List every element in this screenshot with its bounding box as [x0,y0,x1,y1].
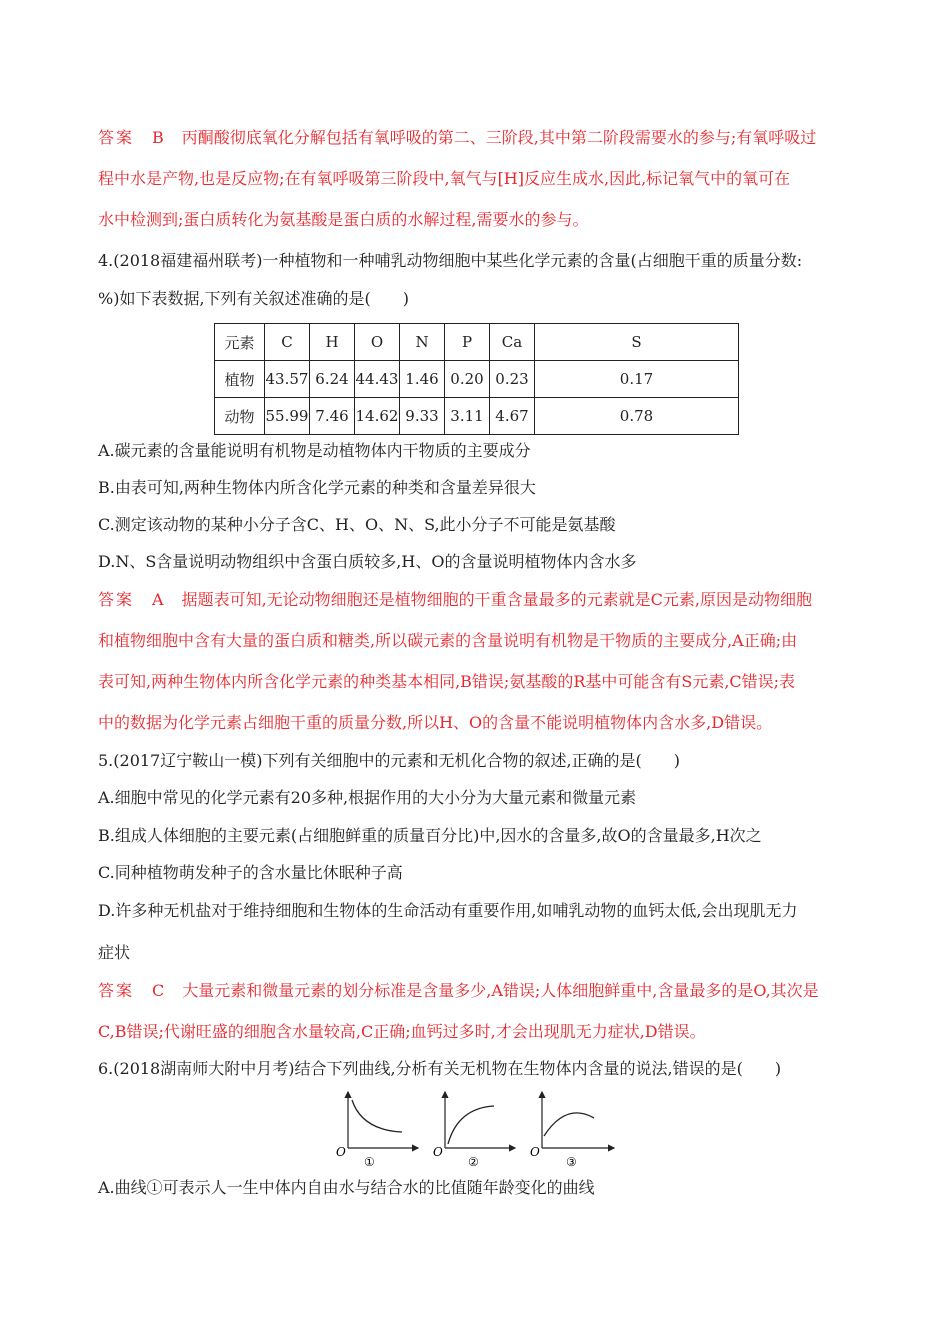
table-cell: 9.33 [400,398,445,435]
table-header-row [215,324,739,361]
table-cell: 3.11 [445,398,490,435]
table-row [215,361,739,398]
q4-stem-line-1: 4.(2018福建福州联考)一种植物和一种哺乳动物细胞中某些化学元素的含量(占细胞干重的质量分数: [98,251,803,270]
answer-letter: A [152,590,164,609]
answer-label: 答案 [98,590,135,609]
curve-figures [332,1088,622,1170]
q5-option-a: A.细胞中常见的化学元素有20多种,根据作用的大小分为大量元素和微量元素 [98,788,637,807]
figure-label: ③ [566,1155,577,1169]
q5-option-b: B.组成人体细胞的主要元素(占细胞鲜重的质量百分比)中,因水的含量多,故O的含量最多,H次之 [98,826,762,845]
q6-stem: 6.(2018湖南师大附中月考)结合下列曲线,分析有关无机物在生物体内含量的说法,错误的是( ) [98,1059,782,1078]
q4-option-c: C.测定该动物的某种小分子含C、H、O、N、S,此小分子不可能是氨基酸 [98,515,616,534]
curve-figure-3 [530,1092,614,1169]
table-cell: 4.67 [490,398,535,435]
answer-letter: B [152,128,164,147]
origin-label: O [433,1145,443,1159]
element-content-table [214,323,739,435]
rising-curve [448,1106,494,1144]
table-cell: 55.99 [265,398,310,435]
figure-label: ① [364,1155,375,1169]
figure-label: ② [468,1155,479,1169]
q4-option-d: D.N、S含量说明动物组织中含蛋白质较多,H、O的含量说明植物体内含水多 [98,552,637,571]
q4-answer-line-1 [98,589,858,611]
table-header-cell: P [445,324,490,361]
q5-option-d-cont: 症状 [98,943,131,962]
q4-option-b: B.由表可知,两种生物体内所含化学元素的种类和含量差异很大 [98,478,536,497]
table-cell: 44.43 [355,361,400,398]
answer-letter: C [152,981,165,1000]
table-header-cell: N [400,324,445,361]
answer-text: 据题表可知,无论动物细胞还是植物细胞的干重含量最多的元素就是C元素,原因是动物细胞 [181,590,812,609]
answer-label: 答案 [98,981,135,1000]
table-cell: 0.78 [535,398,739,435]
q4-answer-line-2: 和植物细胞中含有大量的蛋白质和糖类,所以碳元素的含量说明有机物是干物质的主要成分,A正确;由 [98,631,798,650]
answer-text: 大量元素和微量元素的划分标准是含量多少,A错误;人体细胞鲜重中,含量最多的是O,其次是 [182,981,819,1000]
table-header-cell: Ca [490,324,535,361]
table-cell: 1.46 [400,361,445,398]
table-header-cell: S [535,324,739,361]
q4-answer-line-4: 中的数据为化学元素占细胞干重的质量分数,所以H、O的含量不能说明植物体内含水多,D错误。 [98,713,773,732]
answer-text: 丙酮酸彻底氧化分解包括有氧呼吸的第二、三阶段,其中第二阶段需要水的参与;有氧呼吸过 [181,128,817,147]
q4-option-a: A.碳元素的含量能说明有机物是动植物体内干物质的主要成分 [98,441,531,460]
curve-figure-2 [433,1092,515,1169]
decreasing-curve [352,1100,402,1132]
table-row [215,398,739,435]
answer-label: 答案 [98,128,135,147]
table-cell: 植物 [215,361,265,398]
q3-answer-line-1 [98,127,858,149]
origin-label: O [530,1145,540,1159]
q3-answer-line-2: 程中水是产物,也是反应物;在有氧呼吸第三阶段中,氧气与[H]反应生成水,因此,标记氧气中的氧可在 [98,169,791,188]
table-cell: 7.46 [310,398,355,435]
table-cell: 0.17 [535,361,739,398]
q6-option-a: A.曲线①可表示人一生中体内自由水与结合水的比值随年龄变化的曲线 [98,1178,595,1197]
table-cell: 14.62 [355,398,400,435]
q5-answer-line-1 [98,980,858,1002]
table-header-cell: C [265,324,310,361]
q5-option-d: D.许多种无机盐对于维持细胞和生物体的生命活动有重要作用,如哺乳动物的血钙太低,会出现肌无力 [98,901,798,920]
q5-stem: 5.(2017辽宁鞍山一模)下列有关细胞中的元素和无机化合物的叙述,正确的是( ) [98,751,681,770]
table-header-cell: O [355,324,400,361]
q4-stem-line-2: %)如下表数据,下列有关叙述准确的是( ) [98,289,410,308]
table-cell: 6.24 [310,361,355,398]
q5-option-c: C.同种植物萌发种子的含水量比休眠种子高 [98,863,403,882]
q5-answer-line-2: C,B错误;代谢旺盛的细胞含水量较高,C正确;血钙过多时,才会出现肌无力症状,D错误。 [98,1022,706,1041]
peak-curve [544,1113,594,1136]
table-header-cell: H [310,324,355,361]
table-cell: 0.23 [490,361,535,398]
table-header-cell: 元素 [215,324,265,361]
q3-answer-line-3: 水中检测到;蛋白质转化为氨基酸是蛋白质的水解过程,需要水的参与。 [98,210,589,229]
table-cell: 动物 [215,398,265,435]
table-cell: 0.20 [445,361,490,398]
origin-label: O [336,1145,346,1159]
q4-answer-line-3: 表可知,两种生物体内所含化学元素的种类基本相同,B错误;氨基酸的R基中可能含有S元素,C错误;表 [98,672,796,691]
curve-figure-1 [336,1092,418,1169]
table-cell: 43.57 [265,361,310,398]
